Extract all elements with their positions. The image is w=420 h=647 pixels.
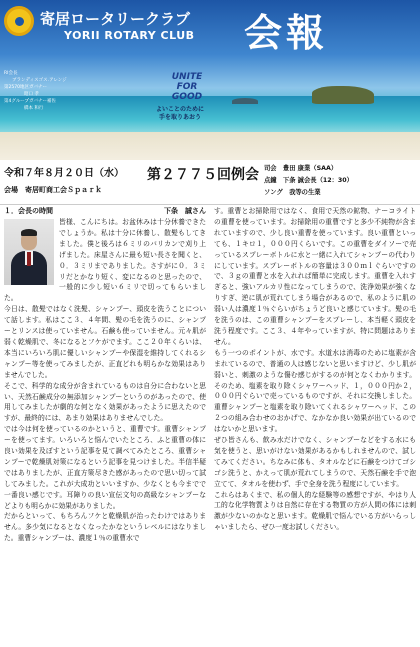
meeting-date: 令和７年８月２０日（水） — [4, 168, 124, 179]
meeting-roles — [264, 163, 420, 199]
rotary-wheel-icon — [4, 6, 34, 36]
distant-island-image — [232, 98, 258, 104]
role-label: 点鐘 — [264, 177, 277, 184]
article-column-right — [214, 206, 416, 644]
portrait-hair — [21, 229, 37, 236]
officer-line: 第2570地区ガバナー — [4, 85, 47, 90]
meeting-info-bar — [0, 160, 420, 205]
president-portrait — [4, 219, 54, 285]
role-line — [264, 187, 420, 199]
officer-line: ブランディスゴス.アレンジ — [12, 78, 67, 83]
article-paragraph: もう一つのポイントが、水です。水道水は消毒のために塩素が含まれているので、普通の人は感じないと思いますけど、少し肌が弱いと、刺激のような傷む感じがするのが何となくわかります。そのため、塩素を取り除くシャワーヘッド、１，０００円か２，０００円ぐらいで売っているものですが、それに交換しました。重曹シャンプーと塩素を取り除いてくれるシャワーヘッド、この２つの組み合わせのおかげで、なかなか良い効果が出ているのではないかと思います。 — [214, 348, 416, 434]
officer-line: 第4グループガバナー補佐 — [4, 99, 56, 104]
club-name-en: YORII ROTARY CLUB — [64, 29, 195, 42]
venue-name: 寄居町商工会Ｓｐａｒｋ — [25, 186, 102, 194]
article-paragraph: 今日は、散髪ではなく洗髪、シャンプー、頭皮を洗うことについて話します。私はここ３、４年間、髪の毛を洗うのに、シャンプーとリンスは使っていません。石鹸も使っていません。元々肌が弱く乾燥肌で、冬になるとフケがでます。ここ２０年くらいは、本当にいろいろ肌に優しいシャンプーや保湿を維持してくれるシャンプー等を使ってみましたが、正直どれも明らかな効果はありませんでした。 — [4, 305, 206, 379]
role-line — [264, 175, 420, 187]
portrait-tie — [27, 252, 31, 266]
article-author: 下条 誠さん — [164, 207, 206, 215]
officer-line: 橋本 和行 — [24, 106, 44, 111]
article-paragraph: これらはあくまで、私の個人的な経験等の感想ですが、やはり人工的な化学物質よりは自然に存在する物質の方が人間の体には刺激が少ないのかなと思います。乾燥肌で悩んでいる方がいらっしゃいましたら、ぜひ一度お試しください。 — [214, 490, 416, 532]
rotary-theme-logo — [158, 72, 216, 102]
article-paragraph: では今は何を使っているのかというと、重曹です。重曹シャンプーを使ってます。いろいろと悩んでいたところ、ふと重曹の体に良い効果を及ぼすという記事を見て調べてみたところ、重曹シャンプーで乾燥肌対策になるという記事を見つけました。半信半疑ではありましたが、正直方策尽きた感があったので思い切って試してみました。これが大成功といいますか、少なくとも今までで一番良い感じです。耳障りの良い宣伝文句の高級なシャンプーなどよりも明らかに効果がありました。 — [4, 425, 206, 510]
article-paragraph: ぜひ皆さんも、飲み水だけでなく、シャンプーなどをする水にも気を使うと、思いがけない効果があるかもしれませんので、試してみてください。ちなみに体も、タオルなどに石鹸をつけてゴシゴシ洗うと、かえって肌が荒れてしまうので、天然石鹸を手で泡立てて、タオルを使わず、手で全身を洗う程度にしています。 — [214, 436, 416, 488]
theme-subtitle — [140, 106, 220, 122]
meeting-number-title: 第２７７５回例会 — [147, 167, 259, 183]
article-column-left — [4, 206, 206, 644]
theme-subtitle-line-1: よいことのために — [155, 106, 204, 113]
meeting-venue — [4, 185, 102, 195]
newsletter-header — [0, 0, 420, 160]
officer-line: 昭口 孝 — [24, 92, 39, 97]
venue-label: 会場 — [4, 186, 18, 194]
role-line — [264, 163, 420, 175]
club-name-jp: 寄居ロータリークラブ — [40, 10, 191, 28]
article-paragraph: 皆様、こんにちは。お盆休みは十分休養できたでしょうか。私は十分に休養し、散髪もしてきました。僕と後ろは６ミリのバリカンで刈り上げました。床屋さんに最も短い長さを聞くと、０．３ミリまでありました。さすがに０．３ミリだとかなり短く、変になるのと思ったので、一般的に少し短い６ミリで切ってもらいました。 — [4, 218, 206, 303]
officers-list — [4, 70, 114, 112]
role-label: 司会 — [264, 165, 277, 172]
theme-line-1: UNITE — [171, 72, 203, 82]
theme-subtitle-line-2: 手を取りあおう — [158, 114, 201, 121]
island-image — [312, 86, 374, 104]
beach-background — [0, 132, 420, 160]
newsletter-title: 会報 — [244, 10, 329, 55]
role-name: 下条 誠会長（12：30） — [282, 177, 353, 184]
article-paragraph: す。重曹とお掃除用ではなく、食用で天然の鉱物、ナーコライトの重曹を使っています。お掃除用の重曹ですと多少不純物が含まれていますので、少し良い重曹を使っています。良い重曹といっても、１キロ１，０００円くらいです。この重曹をダイソーで売っているスプレーボトルに水と一緒に入れてシャンプーの代わりにしています。スプレーボトルの容量は３００ｍｌぐらいですので、３ｇの重曹と水を入れれば簡単に完成します。重曹を入れすぎると、強いアルカリ性になってしまうので、洗浄効果が強くなりすぎ、逆に肌が荒れてしまう場合があるので、私のように肌の弱い人は濃度１％ぐらいがちょうど良いと感じています。髪の毛を洗うのは、この重曹シャンプーをスプレーし、本当軽く頭皮を洗う程度です。ここ３、４年やっていますが、特に問題はありません。 — [214, 207, 416, 346]
role-name: 我等の生業 — [289, 189, 321, 196]
role-label: ソング — [264, 189, 283, 196]
article-paragraph: そこで、科学的な成分が含まれているものは自分に合わないと思い、天然石鹸成分の無添加シャンプーというのがあったので、使用してみましたが劇的な何となく効果があったように思えたのですが、最終的には、あまり効果はありませんでした。 — [4, 381, 206, 423]
article-paragraph: だからといって、もちろんフケと乾燥肌が治ったわけではありません。多少気になるとなくなったかなというレベルにはなりました。重曹シャンプーは、濃度１％の重曹水で — [4, 512, 206, 543]
theme-line-2: FOR — [176, 82, 198, 92]
article-body — [4, 206, 416, 644]
role-name: 豊田 康業（SAA） — [282, 165, 338, 172]
theme-line-3: GOOD — [171, 92, 203, 102]
article-header — [4, 206, 206, 216]
article-heading: １．会長の時間 — [4, 207, 53, 215]
officer-line: RI会長 — [4, 71, 18, 76]
